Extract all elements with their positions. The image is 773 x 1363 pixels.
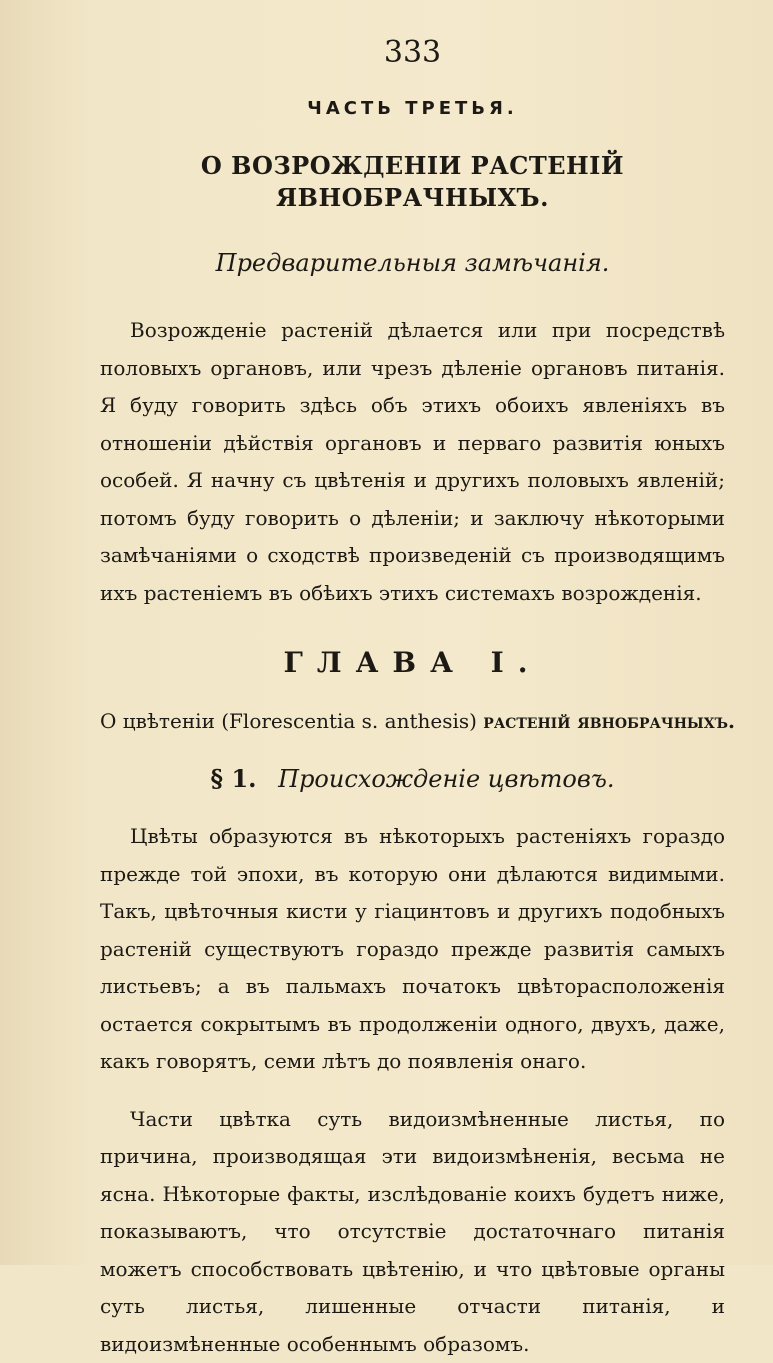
section-number: § 1.	[211, 764, 257, 793]
chapter-subtitle-tail: растеній явнобрачныхъ.	[483, 709, 735, 733]
main-title: О ВОЗРОЖДЕНІИ РАСТЕНІЙ ЯВНОБРАЧНЫХЪ.	[100, 150, 725, 214]
chapter-title: ГЛАВА I.	[100, 646, 725, 680]
page-number: 333	[100, 30, 725, 76]
chapter-subtitle	[100, 706, 725, 736]
section-heading	[100, 764, 725, 794]
body-paragraph-2: Части цвѣтка суть видоизмѣненные листья, по причина, производящая эти видоизмѣненія, весьма не ясна. Нѣкоторые факты, изслѣдованіе коихъ будетъ ниже, показываютъ, что отсутствіе достаточнаго питанія можетъ способствовать цвѣтенію, и что цвѣтовые органы суть листья, лишенные отчасти питанія, и видоизмѣненные особеннымъ образомъ.	[100, 1101, 725, 1363]
body-paragraph-1: Цвѣты образуются въ нѣкоторыхъ растеніяхъ гораздо прежде той эпохи, въ которую они дѣлаются видимыми. Такъ, цвѣточныя кисти у гіацинтовъ и другихъ подобныхъ растеній существуютъ гораздо прежде развитія самыхъ листьевъ; а въ пальмахъ початокъ цвѣторасположенія остается сокрытымъ въ продолженіи одного, двухъ, даже, какъ говорятъ, семи лѣтъ до появленія онаго.	[100, 818, 725, 1081]
intro-paragraph: Возрожденіе растеній дѣлается или при посредствѣ половыхъ органовъ, или чрезъ дѣленіе органовъ питанія. Я буду говорить здѣсь объ этихъ обоихъ явленіяхъ въ отношеніи дѣйствія органовъ и перваго развитія юныхъ особей. Я начну съ цвѣтенія и другихъ половыхъ явленій; потомъ буду говорить о дѣленіи; и заключу нѣкоторыми замѣчаніями о сходствѣ произведеній съ производящимъ ихъ растеніемъ въ обѣихъ этихъ системахъ возрожденія.	[100, 312, 725, 612]
paragraph-gap	[100, 1081, 725, 1101]
chapter-subtitle-main: О цвѣтеніи (Florescentia s. anthesis)	[100, 709, 477, 733]
preliminary-remarks-title: Предварительныя замѣчанія.	[100, 248, 725, 278]
part-title: ЧАСТЬ ТРЕТЬЯ.	[100, 96, 725, 122]
section-title: Происхожденіе цвѣтовъ.	[278, 765, 614, 793]
